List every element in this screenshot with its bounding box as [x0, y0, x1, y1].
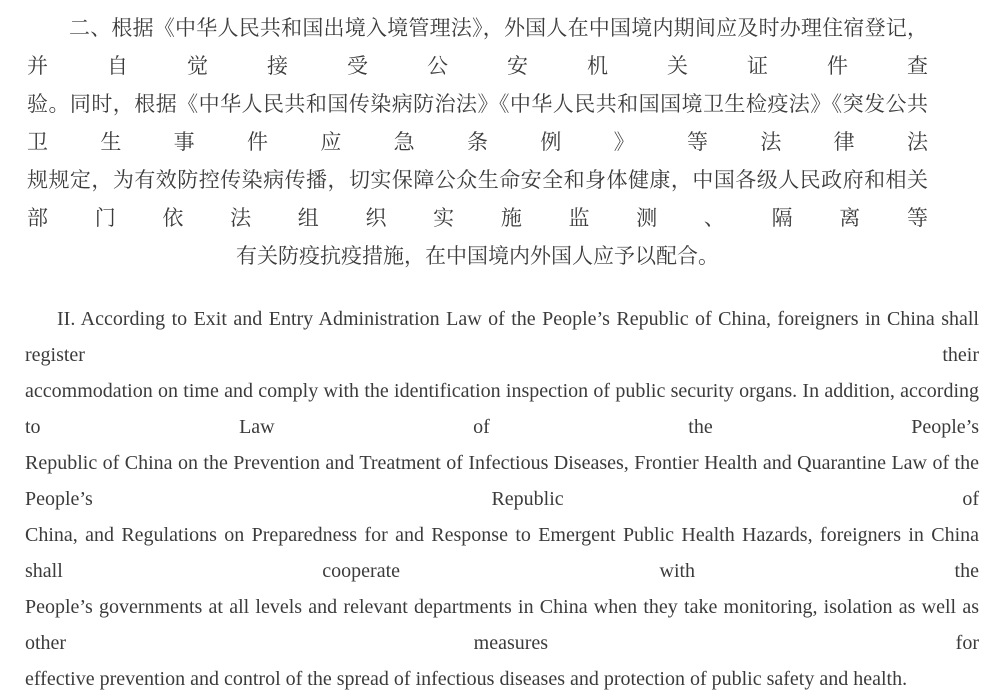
english-line-1: II. According to Exit and Entry Administration Law of the People’s Republic of China, foreigners in China shall register their: [25, 308, 979, 366]
english-line-5: People’s governments at all levels and relevant departments in China when they take monitoring, isolation as well as other measures for: [25, 596, 979, 654]
english-line-2: accommodation on time and comply with the identification inspection of public security organs. In addition, according to Law of the People’s: [25, 380, 979, 438]
english-line-4: China, and Regulations on Preparedness for and Response to Emergent Public Health Hazards, foreigners in China shall cooperate with the: [25, 524, 979, 582]
english-line-6: effective prevention and control of the spread of infectious diseases and protection of public safety and health.: [25, 668, 908, 690]
chinese-line-1: 二、根据《中华人民共和国出境入境管理法》，外国人在中国境内期间应及时办理住宿登记，并自觉接受公安机关证件查: [27, 16, 928, 78]
chinese-line-4: 有关防疫抗疫措施，在中国境内外国人应予以配合。: [236, 244, 719, 268]
chinese-paragraph: [27, 0, 928, 275]
chinese-line-2: 验。同时，根据《中华人民共和国传染病防治法》《中华人民共和国国境卫生检疫法》《突发公共卫生事件应急条例》等法律法: [27, 92, 928, 154]
english-paragraph: [25, 301, 979, 697]
chinese-line-3: 规规定，为有效防控传染病传播，切实保障公众生命安全和身体健康，中国各级人民政府和相关部门依法组织实施监测、隔离等: [27, 168, 928, 230]
english-line-3: Republic of China on the Prevention and Treatment of Infectious Diseases, Frontier Health and Quarantine Law of the People’s Republic of: [25, 452, 979, 510]
